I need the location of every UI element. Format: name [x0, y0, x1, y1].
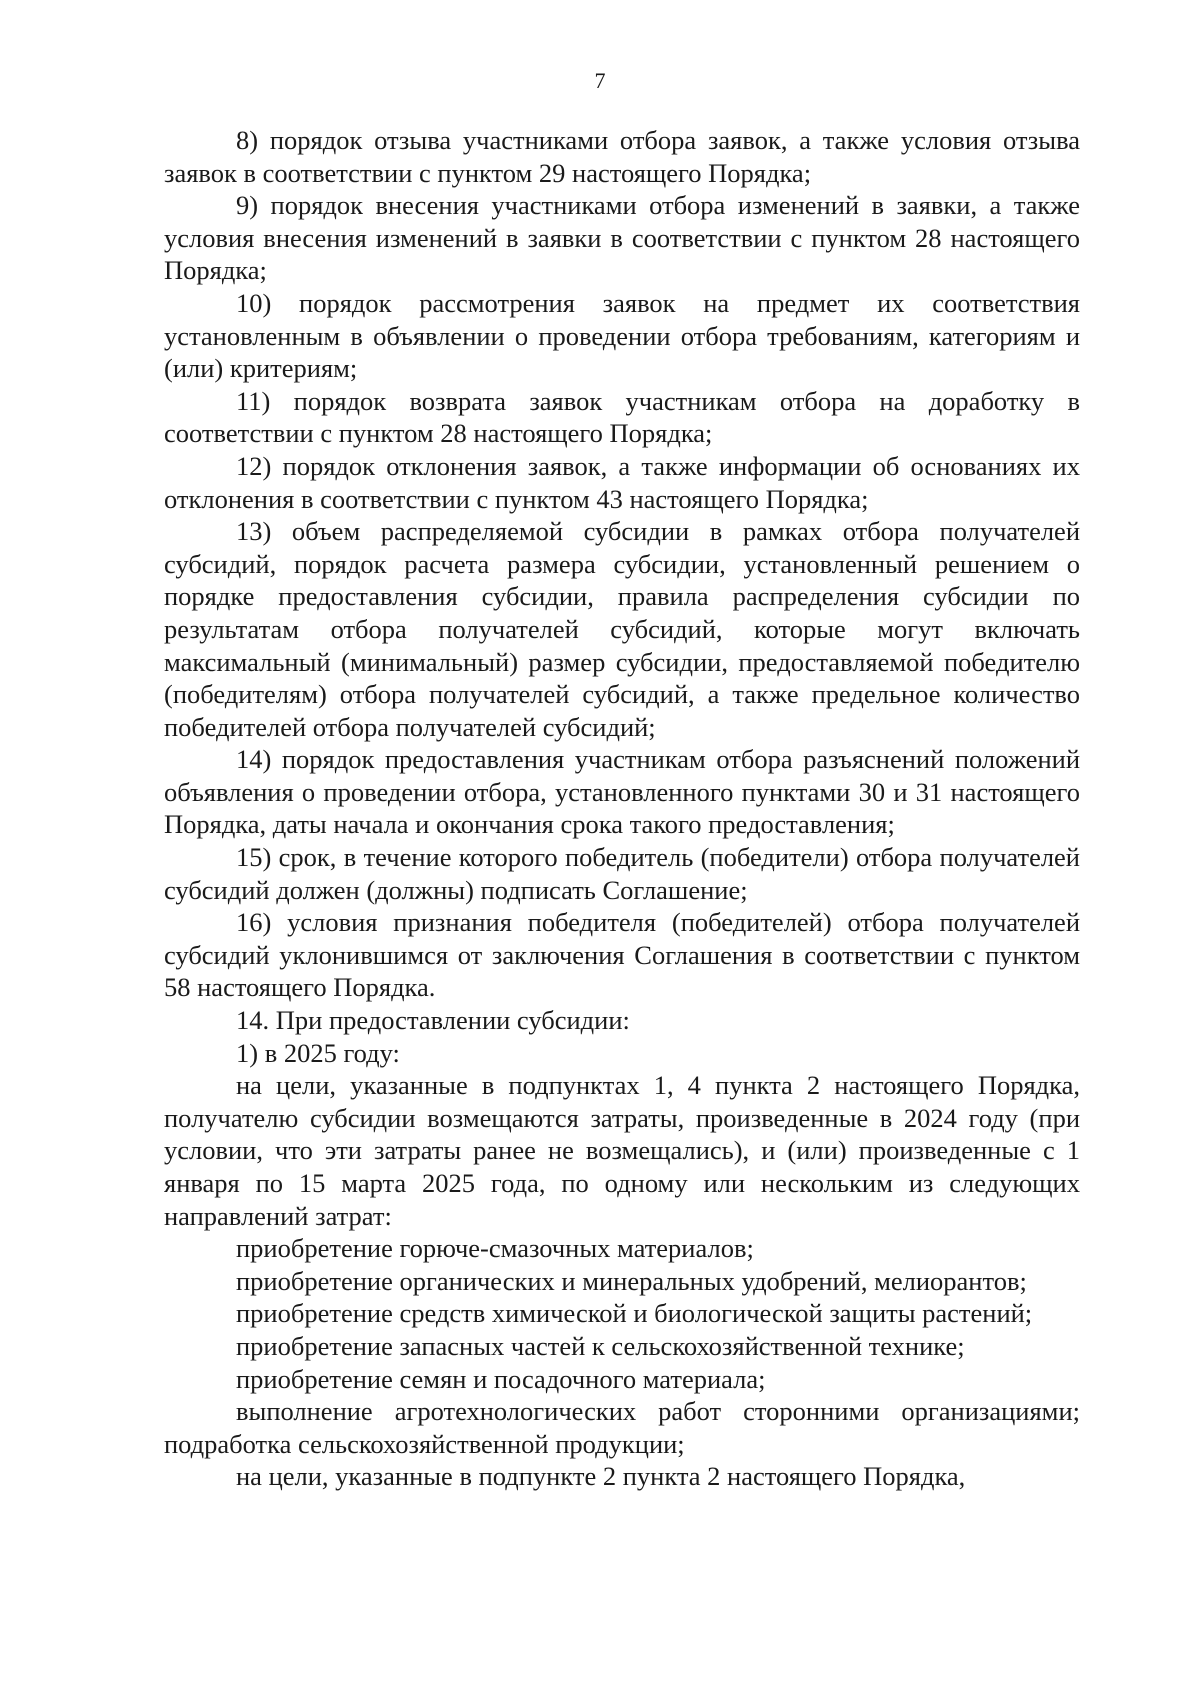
- list-item-seeds: приобретение семян и посадочного материала;: [236, 1363, 766, 1394]
- section-14-heading: 14. При предоставлении субсидии:: [236, 1005, 630, 1036]
- list-item-fertilizers: приобретение органических и минеральных удобрений, мелиорантов;: [236, 1265, 1027, 1296]
- paragraph-item-10: 10) порядок рассмотрения заявок на предмет их соответствия установленным в объявлении о проведении отбора требованиям, категориям и (или) критериям;: [164, 287, 1080, 384]
- paragraph-item-14: 14) порядок предоставления участникам отбора разъяснений положений объявления о проведении отбора, установленного пунктами 30 и 31 настоящего Порядка, даты начала и окончания срока такого предоставления;: [164, 744, 1080, 840]
- list-item-agrotech-works: выполнение агротехнологических работ сторонними организациями; подработка сельскохозяйственной продукции;: [164, 1396, 1080, 1459]
- paragraph-item-11: 11) порядок возврата заявок участникам отбора на доработку в соответствии с пунктом 28 настоящего Порядка;: [164, 385, 1080, 449]
- list-item-fuel-lubricants: приобретение горюче-смазочных материалов;: [236, 1233, 754, 1264]
- paragraph-goals-subpoint-2: на цели, указанные в подпункте 2 пункта 2 настоящего Порядка,: [236, 1461, 966, 1492]
- page-number: 7: [594, 68, 606, 93]
- paragraph-item-9: 9) порядок внесения участниками отбора изменений в заявки, а также условия внесения изменений в заявки в соответствии с пунктом 28 настоящего Порядка;: [164, 190, 1080, 286]
- paragraph-item-13: 13) объем распределяемой субсидии в рамках отбора получателей субсидий, порядок расчета размера субсидии, установленный решением о порядке предоставления субсидии, правила распределения субсидии по результатам отбора получателей субсидий, которые могут включать максимальный (минимальный) размер субсидии, предоставляемой победителю (победителям) отбора получателей субсидий, а также предельное количество победителей отбора получателей субсидий;: [164, 516, 1080, 742]
- paragraph-goals-subpoints-1-4: на цели, указанные в подпунктах 1, 4 пункта 2 настоящего Порядка, получателю субсидии возмещаются затраты, произведенные в 2024 году (при условии, что эти затраты ранее не возмещались), и (или) произведенные с 1 января по 15 марта 2025 года, по одному или нескольким из следующих направлений затрат:: [164, 1070, 1080, 1231]
- subsection-2025-heading: 1) в 2025 году:: [236, 1037, 400, 1068]
- paragraph-item-16: 16) условия признания победителя (победителей) отбора получателей субсидий уклонившимся от заключения Соглашения в соответствии с пунктом 58 настоящего Порядка.: [164, 907, 1080, 1003]
- paragraph-item-8: 8) порядок отзыва участниками отбора заявок, а также условия отзыва заявок в соответствии с пунктом 29 настоящего Порядка;: [164, 125, 1080, 188]
- document-body: [164, 124, 1080, 1493]
- list-item-spare-parts: приобретение запасных частей к сельскохозяйственной технике;: [236, 1330, 965, 1361]
- list-item-plant-protection: приобретение средств химической и биологической защиты растений;: [236, 1298, 1033, 1329]
- paragraph-item-15: 15) срок, в течение которого победитель (победители) отбора получателей субсидий должен (должны) подписать Соглашение;: [164, 842, 1080, 905]
- paragraph-item-12: 12) порядок отклонения заявок, а также информации об основаниях их отклонения в соответствии с пунктом 43 настоящего Порядка;: [164, 450, 1080, 514]
